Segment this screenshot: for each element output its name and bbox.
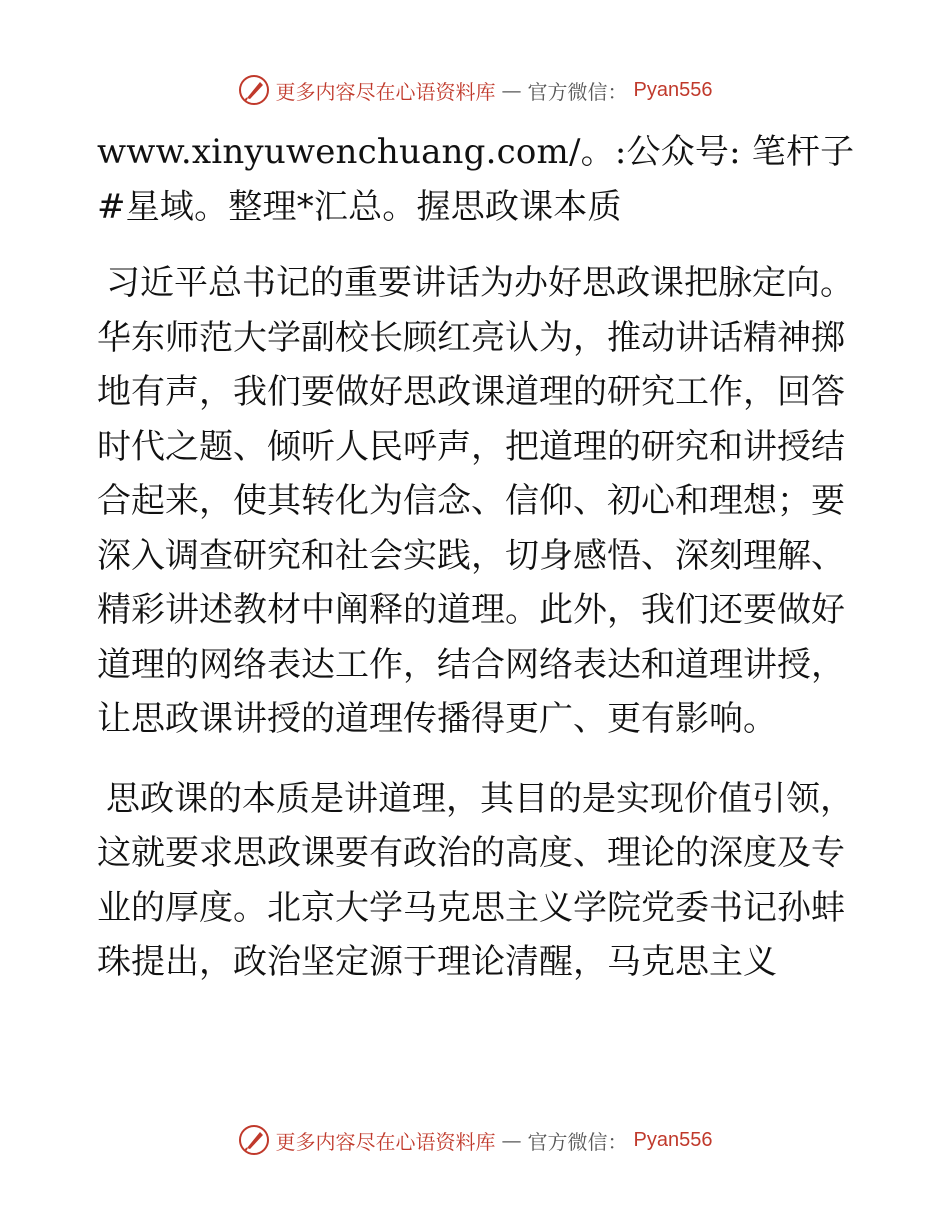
- body-paragraph: 思政课的本质是讲道理，其目的是实现价值引领，这就要求思政课要有政治的高度、理论的深度及专业的厚度。北京大学马克思主义学院党委书记孙蚌珠提出，政治坚定源于理论清醒，马克思主义: [97, 778, 854, 982]
- banner-title: 更多内容尽在心语资料库: [275, 79, 496, 104]
- wechat-label: 官方微信：: [527, 79, 628, 104]
- body-paragraph: 习近平总书记的重要讲话为办好思政课把脉定向。华东师范大学副校长顾红亮认为，推动讲话精神掷地有声，我们要做好思政课道理的研究工作，回答时代之题、倾听人民呼声，把道理的研究和讲授结合起来，使其转化为信念、信仰、初心和理想；要深入调查研究和社会实践，切身感悟、深刻理解、精彩讲述教材中阐释的道理。此外，我们还要做好道理的网络表达工作，结合网络表达和道理讲授，让思政课讲授的道理传播得更广、更有影响。: [97, 263, 854, 739]
- header-banner: [0, 70, 950, 110]
- quill-pen-logo-icon: [238, 1124, 270, 1156]
- banner-separator: —: [501, 78, 522, 102]
- wechat-id: Pyan556: [633, 1128, 713, 1151]
- source-line: www.xinyuwenchuang.com/。:公众号: 笔杆子#星域。整理*汇总。握思政课本质: [97, 132, 855, 227]
- wechat-label: 官方微信：: [527, 1129, 628, 1154]
- wechat-id: Pyan556: [633, 78, 713, 101]
- banner-title: 更多内容尽在心语资料库: [275, 1129, 496, 1154]
- banner-separator: —: [501, 1128, 522, 1152]
- document-body: [97, 125, 857, 1015]
- quill-pen-logo-icon: [238, 74, 270, 106]
- footer-banner: [0, 1120, 950, 1160]
